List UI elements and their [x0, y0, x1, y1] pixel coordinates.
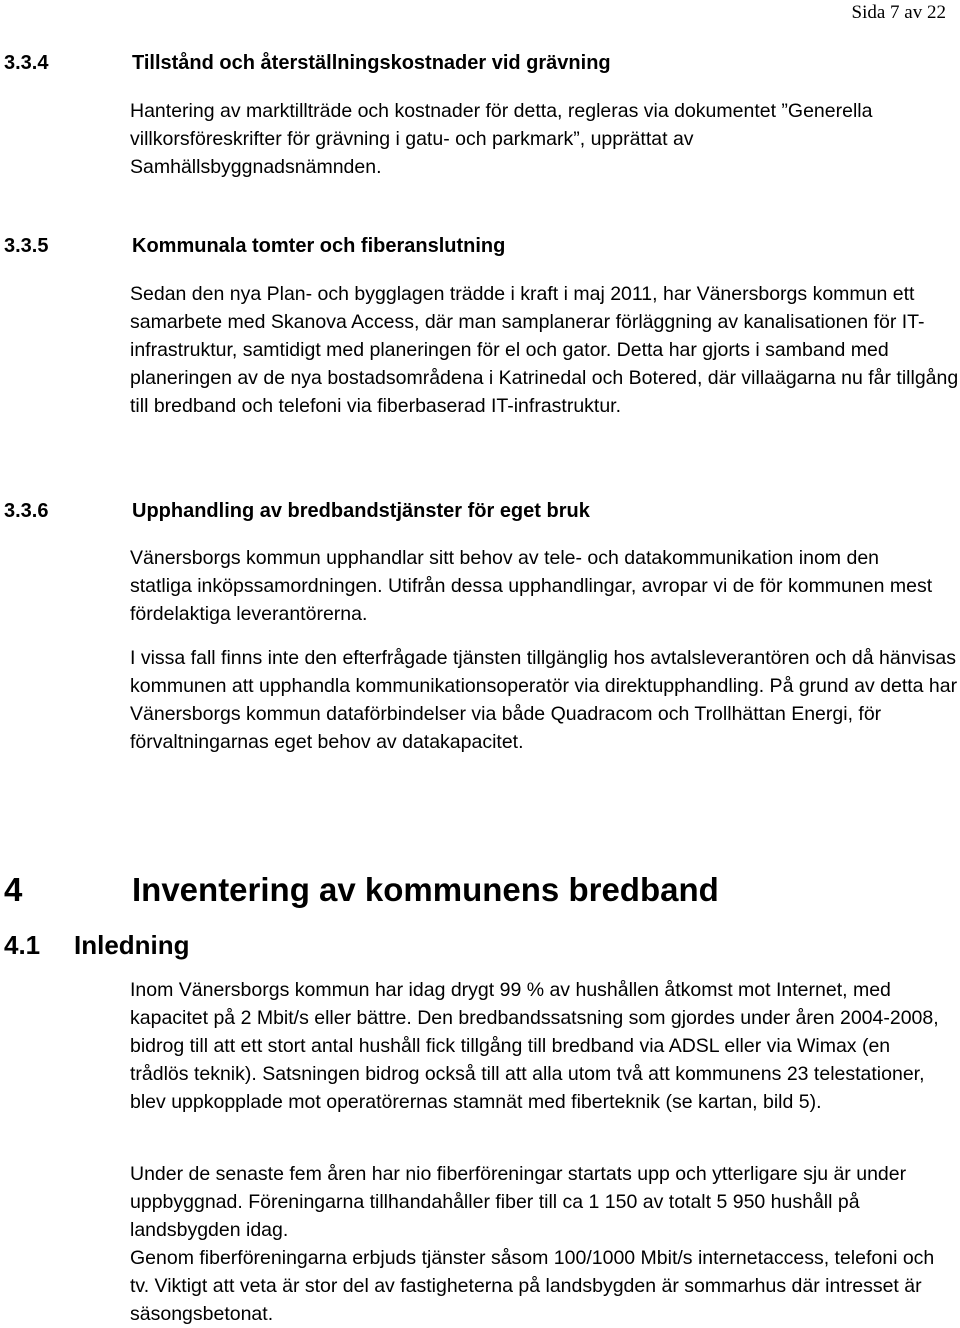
page-number: Sida 7 av 22 — [851, 2, 946, 23]
section-title: Tillstånd och återställningskostnader vid grävning — [132, 52, 611, 74]
subsection-number: 4.1 — [4, 930, 41, 960]
section-number: 3.3.4 — [4, 52, 49, 74]
subsection-paragraph: Genom fiberföreningarna erbjuds tjänster såsom 100/1000 Mbit/s internetaccess, telefoni och tv. Viktigt att veta är stor del av fastigheterna på landsbygden är sommarhus där intresset är säsongsbetonat. — [130, 1247, 935, 1325]
subsection-paragraph: Under de senaste fem åren har nio fiberföreningar startats upp och ytterligare sju är under uppbyggnad. Föreningarna tillhandahåller fiber till ca 1 150 av totalt 5 950 hushåll på landsbygden idag. — [130, 1163, 907, 1241]
subsection-paragraph: Inom Vänersborgs kommun har idag drygt 99 % av hushållen åtkomst mot Internet, med kapacitet på 2 Mbit/s eller bättre. Den bredbandssatsning som gjordes under åren 2004-2008, bidrog till att ett stort antal hushåll fick tillgång till bredband via ADSL eller via Wimax (en trådlös teknik). Satsningen bidrog också till att alla utom två att kommunens 23 telestationer, blev uppkopplade mot operatörernas stamnät med fiberteknik (se kartan, bild 5). — [130, 979, 939, 1113]
chapter-title: Inventering av kommunens bredband — [132, 871, 719, 908]
section-paragraph: Sedan den nya Plan- och bygglagen trädde i kraft i maj 2011, har Vänersborgs kommun ett samarbete med Skanova Access, där man samplanerar förläggning av kanalisationen för IT-infrastruktur, samtidigt med planeringen för el och gator. Detta har gjorts i samband med planeringen av de nya bostadsområdena i Katrinedal och Botered, där villaägarna nu får tillgång till bredband och telefoni via fiberbaserad IT-infrastruktur. — [130, 283, 959, 417]
section-title: Upphandling av bredbandstjänster för eget bruk — [132, 500, 590, 522]
chapter-number: 4 — [4, 871, 23, 908]
section-number: 3.3.5 — [4, 235, 49, 257]
subsection-title: Inledning — [74, 930, 190, 960]
section-paragraph: Vänersborgs kommun upphandlar sitt behov av tele- och datakommunikation inom den statliga inköpssamordningen. Utifrån dessa upphandlingar, avropar vi de för kommunen mest fördelaktiga leverantörerna. — [130, 547, 933, 625]
section-paragraph: I vissa fall finns inte den efterfrågade tjänsten tillgänglig hos avtalsleverantören och då hänvisas kommunen att upphandla kommunikationsoperatör via direktupphandling. På grund av detta har Vänersborgs kommun dataförbindelser via både Quadracom och Trollhättan Energi, för förvaltningarnas eget behov av datakapacitet. — [130, 647, 958, 753]
section-number: 3.3.6 — [4, 500, 49, 522]
section-title: Kommunala tomter och fiberanslutning — [132, 235, 506, 257]
section-paragraph: Hantering av marktillträde och kostnader för detta, regleras via dokumentet ”Generella villkorsföreskrifter för grävning i gatu- och parkmark”, upprättat av Samhällsbyggnadsnämnden. — [130, 100, 873, 178]
